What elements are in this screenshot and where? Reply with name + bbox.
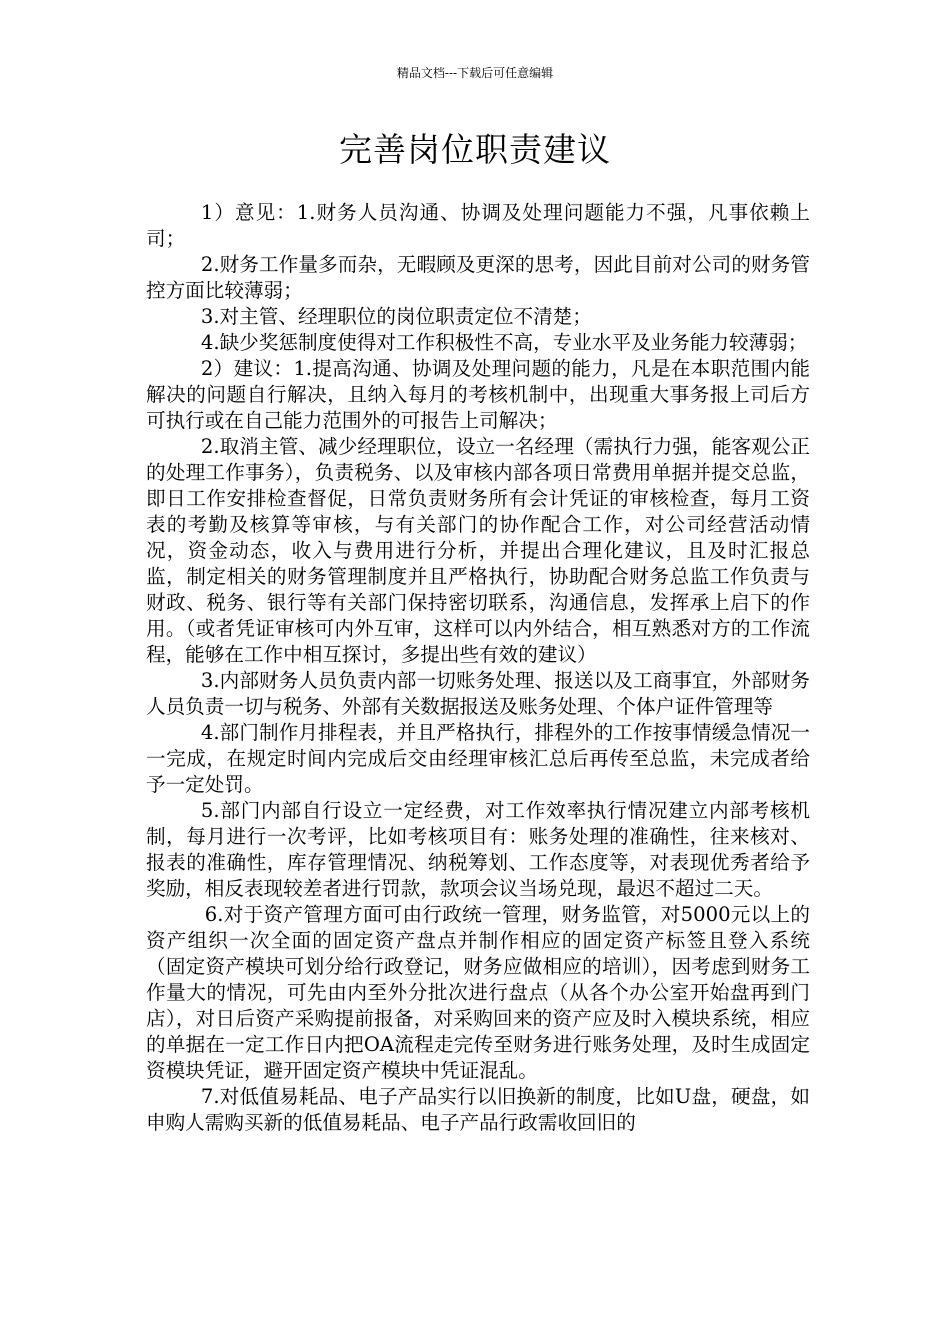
paragraph-suggestion-4: 4.部门制作月排程表，并且严格执行，排程外的工作按事情缓急情况一一完成，在规定时间内完成后交由经理审核汇总后再传至总监，未完成者给予一定处罚。: [146, 721, 810, 796]
paragraph-suggestion-7: 7.对低值易耗品、电子产品实行以旧换新的制度，比如U盘，硬盘，如申购人需购买新的低值易耗品、电子产品行政需收回旧的: [146, 1085, 810, 1134]
paragraph-suggestion-1: 2）建议：1.提高沟通、协调及处理问题的能力，凡是在本职范围内能解决的问题自行解决，且纳入每月的考核机制中，出现重大事务报上司后方可执行或在自己能力范围外的可报告上司解决；: [146, 357, 810, 432]
paragraph-opinion-3: 3.对主管、经理职位的岗位职责定位不清楚；: [200, 305, 592, 328]
paragraph-opinion-2: 2.财务工作量多而杂，无暇顾及更深的思考，因此目前对公司的财务管控方面比较薄弱；: [146, 253, 810, 302]
document-body: [146, 200, 810, 1136]
paragraph-opinion-4: 4.缺少奖惩制度使得对工作积极性不高，专业水平及业务能力较薄弱；: [200, 331, 808, 354]
paragraph-suggestion-2: 2.取消主管、减少经理职位，设立一名经理（需执行力强，能客观公正的处理工作事务），负责税务、以及审核内部各项日常费用单据并提交总监，即日工作安排检查督促，日常负责财务所有会计凭证的审核检查，每月工资表的考勤及核算等审核，与有关部门的协作配合工作，对公司经营活动情况，资金动态，收入与费用进行分析，并提出合理化建议，且及时汇报总监，制定相关的财务管理制度并且严格执行，协助配合财务总监工作负责与财政、税务、银行等有关部门保持密切联系，沟通信息，发挥承上启下的作用。（或者凭证审核可内外互审，这样可以内外结合，相互熟悉对方的工作流程，能够在工作中相互探讨，多提出些有效的建议）: [146, 435, 810, 666]
document-title: 完善岗位职责建议: [339, 130, 611, 169]
paragraph-suggestion-5: 5.部门内部自行设立一定经费，对工作效率执行情况建立内部考核机制，每月进行一次考评，比如考核项目有：账务处理的准确性，往来核对、报表的准确性，库存管理情况、纳税筹划、工作态度等，对表现优秀者给予奖励，相反表现较差者进行罚款，款项会议当场兑现，最迟不超过二天。: [146, 799, 810, 900]
page-header: 精品文档---下载后可任意编辑: [396, 66, 554, 80]
paragraph-suggestion-3: 3.内部财务人员负责内部一切账务处理、报送以及工商事宜，外部财务人员负责一切与税务、外部有关数据报送及账务处理、个体户证件管理等: [146, 669, 810, 718]
paragraph-opinion-1: 1）意见：1.财务人员沟通、协调及处理问题能力不强，凡事依赖上司；: [146, 201, 810, 250]
paragraph-suggestion-6: 6.对于资产管理方面可由行政统一管理，财务监管，对5000元以上的资产组织一次全面的固定资产盘点并制作相应的固定资产标签且登入系统（固定资产模块可划分给行政登记，财务应做相应的培训），因考虑到财务工作量大的情况，可先由内至外分批次进行盘点（从各个办公室开始盘再到门店），对日后资产采购提前报备，对采购回来的资产应及时入模块系统，相应的单据在一定工作日内把OA流程走完传至财务进行账务处理，及时生成固定资模块凭证，避开固定资产模块中凭证混乱。: [146, 903, 810, 1082]
